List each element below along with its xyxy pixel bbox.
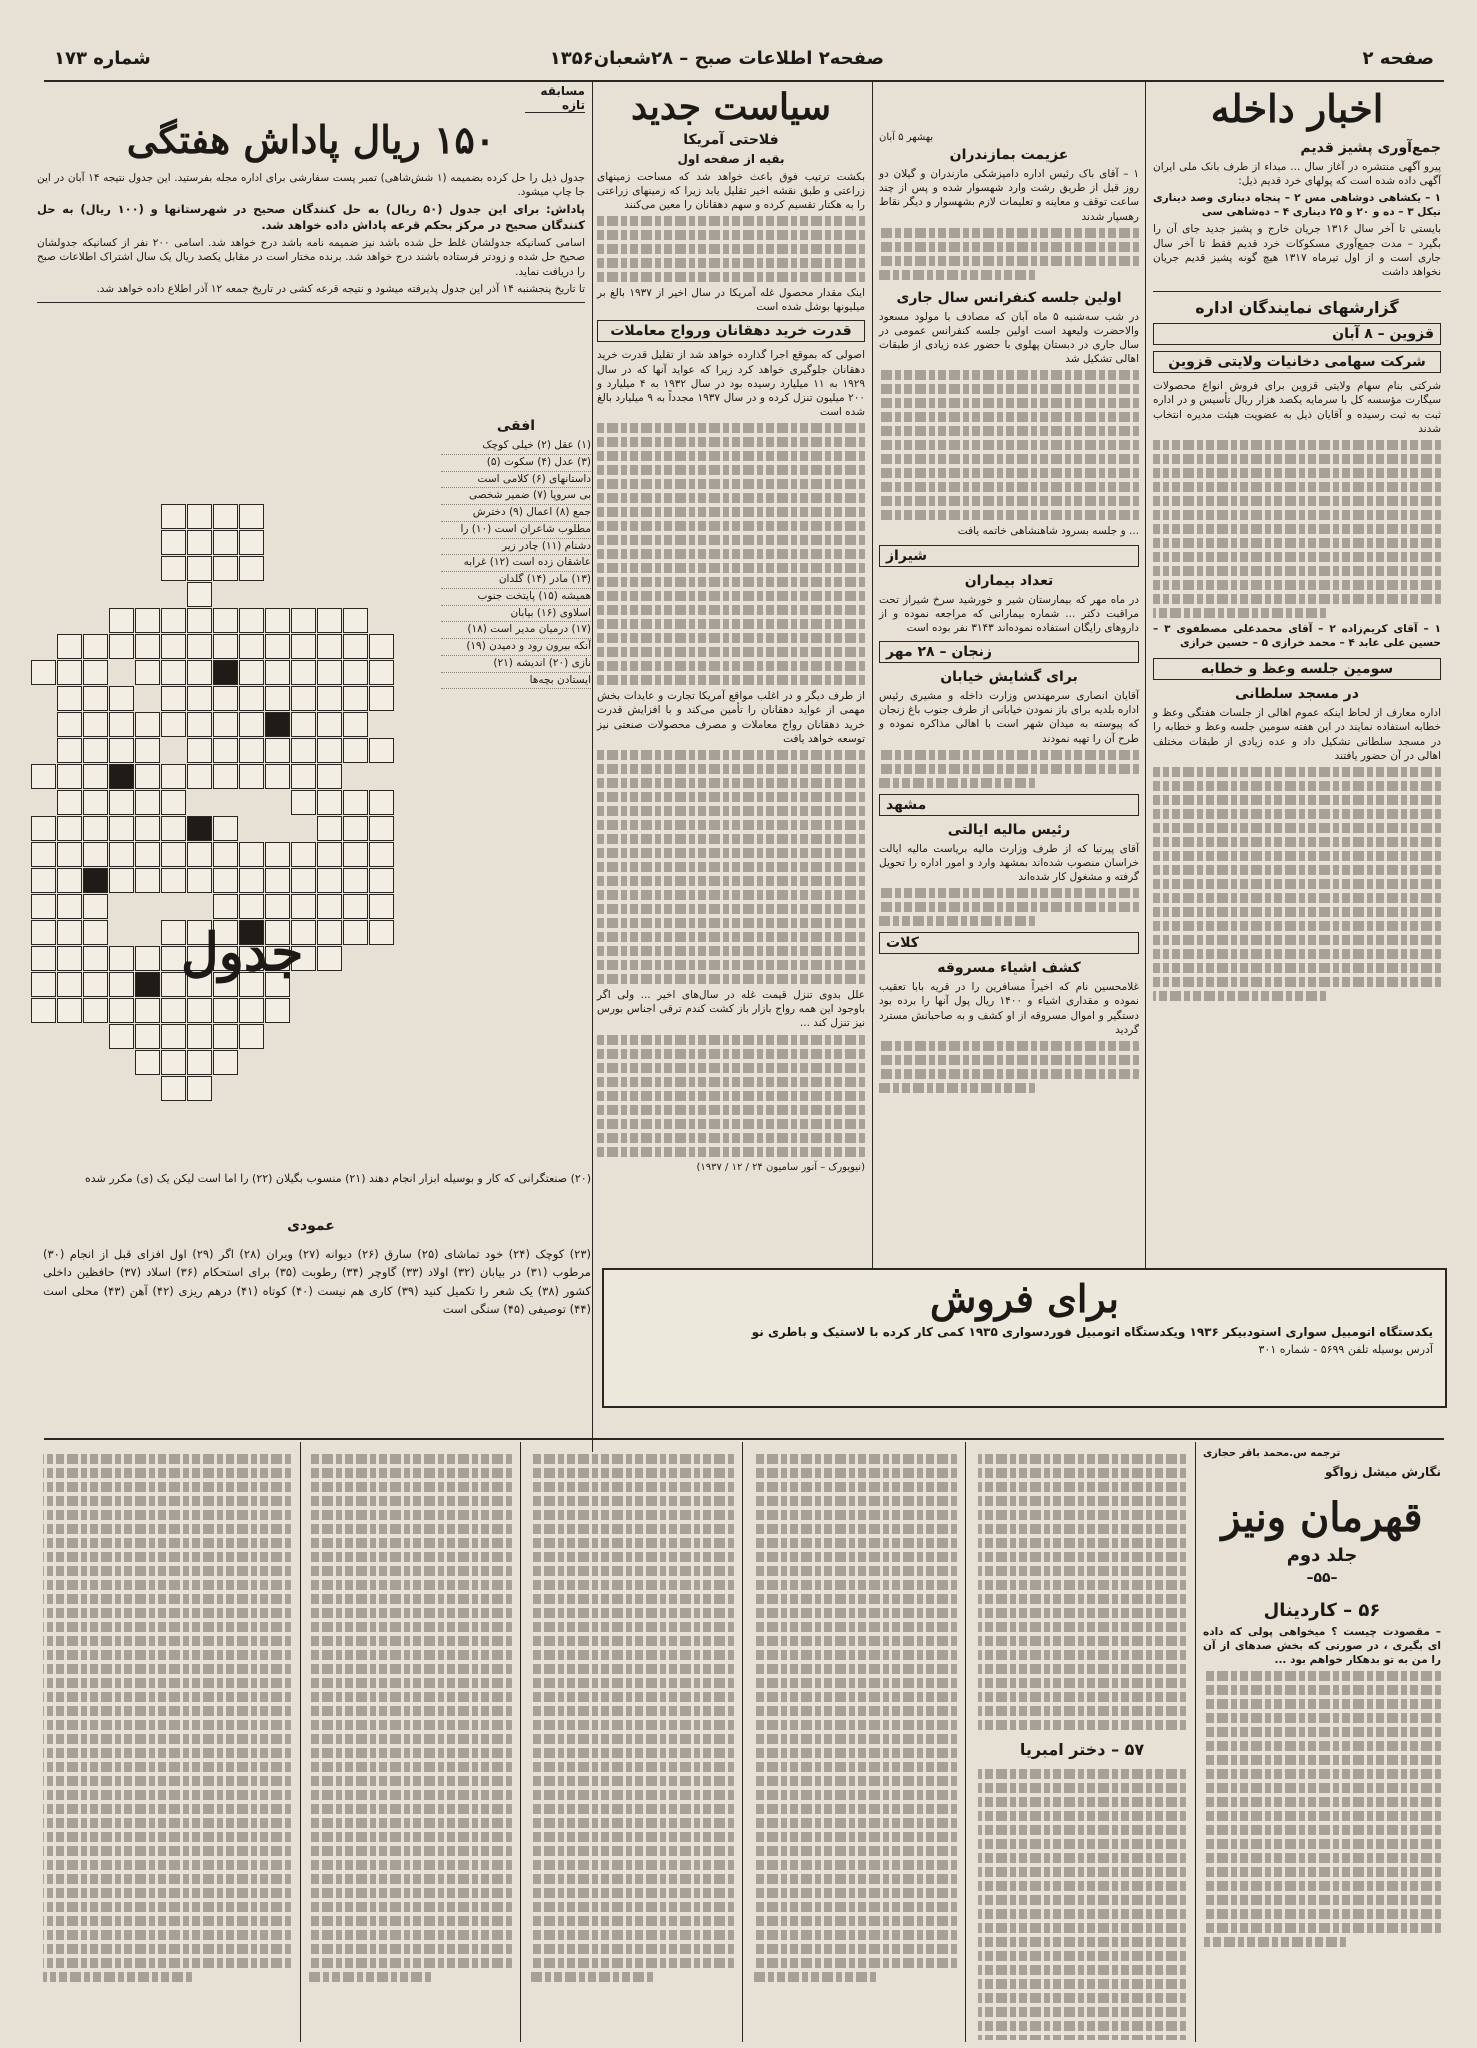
crossword-cell[interactable] — [31, 816, 56, 841]
street-title: برای گشایش خیابان — [940, 669, 1078, 686]
for-sale-ad — [602, 1268, 1447, 1408]
clue: ایستادن بچه‌ها — [441, 673, 591, 690]
crossword-cell[interactable] — [187, 1050, 212, 1075]
crossword-cell[interactable] — [187, 504, 212, 529]
crossword-cell[interactable] — [239, 1024, 264, 1049]
crossword-cell[interactable] — [291, 790, 316, 815]
crossword-cell[interactable] — [369, 868, 394, 893]
serial-translator: ترجمه س.محمد باقر حجازی — [1203, 1448, 1341, 1459]
new-policy-text-2: اینک مقدار محصول غله آمریکا در سال اخیر از ۱۹۳۷ بالغ بر میلیونها بوشل شده است — [597, 287, 865, 314]
crossword-cell[interactable] — [317, 764, 342, 789]
crossword-cell[interactable] — [317, 686, 342, 711]
crossword-cell[interactable] — [343, 868, 368, 893]
clue: عاشقان زده است (۱۲) غرابه — [441, 555, 591, 572]
contest-prize: پاداش: برای این جدول (۵۰ ریال) به حل کنندگان صحیح در شهرستانها و (۱۰۰ ریال) به حل کنندگان صحیح در مرکز بحکم قرعه پاداش داده خواهد شد. — [37, 202, 585, 232]
crossword-cell[interactable] — [31, 998, 56, 1023]
clue: نازی (۲۰) اندیشه (۲۱) — [441, 656, 591, 673]
crossword-cell[interactable] — [83, 946, 108, 971]
crossword-cell[interactable] — [239, 556, 264, 581]
purchasing-title: قدرت خرید دهقانان ورواج معاملات — [597, 320, 865, 342]
crossword-cell[interactable] — [161, 530, 186, 555]
crossword-cell[interactable] — [31, 920, 56, 945]
clue: آنکه بیرون رود و دمیدن (۱۹) — [441, 639, 591, 656]
crossword-cell[interactable] — [161, 660, 186, 685]
crossword-cell[interactable] — [239, 998, 264, 1023]
crossword-cell[interactable] — [291, 634, 316, 659]
contest-rules: اسامی کسانیکه جدولشان غلط حل شده باشد نیز ضمیمه نامه باشد درج خواهد شد. اسامی ۲۰۰ نفر از کسانیکه جدولشان صحیح حل شده و زودتر فرستاده باشند درج خواهد شد. برنده مختار است در مقابل یکصد ریال یک سال اشتراک اطلاعات صبح را دریافت نماید. — [37, 237, 586, 278]
crossword-cell[interactable] — [109, 972, 134, 997]
crossword-cell[interactable] — [317, 790, 342, 815]
crossword-cell[interactable] — [291, 712, 316, 737]
crossword-cell[interactable] — [239, 504, 264, 529]
crossword-cell[interactable] — [369, 686, 394, 711]
cigarette-company-title: شرکت سهامی دخانیات ولایتی قزوین — [1153, 351, 1441, 373]
crossword-cell[interactable] — [213, 894, 238, 919]
crossword-black-cell — [265, 712, 290, 737]
crossword-cell[interactable] — [161, 504, 186, 529]
crossword-cell[interactable] — [291, 842, 316, 867]
crossword-cell[interactable] — [109, 686, 134, 711]
crossword-cell[interactable] — [83, 972, 108, 997]
crossword-cell[interactable] — [161, 712, 186, 737]
crossword-cell[interactable] — [187, 868, 212, 893]
crossword-cell[interactable] — [213, 686, 238, 711]
crossword-cell[interactable] — [161, 1050, 186, 1075]
crossword-cell[interactable] — [239, 842, 264, 867]
crossword-cell[interactable] — [57, 790, 82, 815]
crossword-cell[interactable] — [135, 764, 160, 789]
qazvin-dateline: قزوین – ۸ آبان — [1153, 323, 1441, 345]
contest-headline: ۱۵۰ ریال پاداش هفتگی — [126, 117, 496, 162]
crossword-black-cell — [135, 972, 160, 997]
crossword-cell[interactable] — [265, 608, 290, 633]
crossword-cell[interactable] — [187, 686, 212, 711]
crossword-cell[interactable] — [343, 738, 368, 763]
crossword-cell[interactable] — [135, 816, 160, 841]
crossword-cell[interactable] — [187, 1024, 212, 1049]
purchasing-text: اصولی که بموقع اجرا گذارده خواهد شد از تقلیل قدرت خرید دهقانان جلوگیری خواهد کرد زیرا که عواید آنها که در سال ۱۹۲۹ به ۱۱ میلیارد رسیده بود در سال ۱۹۳۲ به ۴ میلیارد و ۲۰۰ میلیون تنزل کرده و در سال ۱۹۳۷ مجدداً به ۹ میلیارد بالغ شده است — [597, 349, 866, 419]
crossword-cell[interactable] — [31, 894, 56, 919]
new-policy-column — [591, 84, 871, 1414]
crossword-cell[interactable] — [265, 894, 290, 919]
crossword-cell[interactable] — [317, 946, 342, 971]
crossword-cell[interactable] — [187, 1076, 212, 1101]
crossword-cell[interactable] — [239, 660, 264, 685]
domestic-headline: اخبار داخله — [1210, 86, 1384, 131]
crossword-cell[interactable] — [343, 816, 368, 841]
crossword-cell[interactable] — [135, 998, 160, 1023]
crossword-cell[interactable] — [213, 634, 238, 659]
crossword-cell[interactable] — [57, 946, 82, 971]
crossword-cell[interactable] — [135, 1050, 160, 1075]
crossword-cell[interactable] — [239, 868, 264, 893]
crossword-cell[interactable] — [265, 738, 290, 763]
crossword-cell[interactable] — [187, 634, 212, 659]
crossword-cell[interactable] — [83, 634, 108, 659]
crossword-cell[interactable] — [369, 920, 394, 945]
crossword-cell[interactable] — [187, 998, 212, 1023]
crossword-cell[interactable] — [161, 842, 186, 867]
crossword-cell[interactable] — [135, 842, 160, 867]
crossword-cell[interactable] — [109, 712, 134, 737]
crossword-cell[interactable] — [161, 1024, 186, 1049]
serial-column — [525, 1450, 740, 2040]
cigarette-members: ۱ – آقای کریم‌زاده ۲ – آقای محمدعلی مصطفوی ۳ – حسین علی عابد ۴ – محمد خرازی ۵ – حسین خرازی — [1153, 622, 1441, 650]
crossword-cell[interactable] — [187, 712, 212, 737]
clue: (۱) عقل (۲) خیلی کوچک — [441, 438, 591, 455]
crossword-cell[interactable] — [109, 816, 134, 841]
shiraz-dateline: شیراز — [879, 545, 1139, 567]
crossword-cell[interactable] — [291, 608, 316, 633]
crossword-cell[interactable] — [83, 842, 108, 867]
clue: (۱۳) مادر (۱۴) گلدان — [441, 572, 591, 589]
crossword-cell[interactable] — [291, 868, 316, 893]
crossword-title: جدول — [181, 922, 304, 983]
crossword-cell[interactable] — [343, 790, 368, 815]
down-heading: عمودی — [287, 1218, 335, 1234]
crossword-cell[interactable] — [213, 998, 238, 1023]
across-clues — [441, 414, 591, 689]
crossword-cell[interactable] — [135, 790, 160, 815]
crossword-cell[interactable] — [265, 868, 290, 893]
collection-deadline: بایستی تا آخر سال ۱۳۱۶ جریان خارج و پشیز جدید جای آن را بگیرد – مدت جمع‌آوری مسکوکات خرد قدیم فقط تا آخر سال جاری است و از اول تیرماه ۱۳۱۷ هیچ گونه پشیز قدیم جریان نخواهد داشت — [1153, 223, 1441, 278]
crossword-cell[interactable] — [135, 608, 160, 633]
crossword-cell[interactable] — [109, 946, 134, 971]
crossword-cell[interactable] — [239, 634, 264, 659]
conference-text: در شب سه‌شنبه ۵ ماه آبان که مصادف با مولود مسعود والاحضرت ولیعهد است اولین جلسه کنفرانس عمومی در سال جاری در دبستان پهلوی با حضور عده زیادی از طبقات اهالی تشکیل شد — [879, 310, 1140, 366]
new-policy-subtitle: فلاحتی آمریکا — [683, 131, 779, 148]
crossword-cell[interactable] — [187, 738, 212, 763]
crossword-cell[interactable] — [161, 608, 186, 633]
crossword-cell[interactable] — [57, 634, 82, 659]
crossword-cell[interactable] — [83, 894, 108, 919]
crossword-cell[interactable] — [135, 634, 160, 659]
crossword-cell[interactable] — [83, 712, 108, 737]
crossword-cell[interactable] — [317, 608, 342, 633]
sermon-text: اداره معارف از لحاظ اینکه عموم اهالی از جلسات هفتگی وعظ و خطابه استفاده نمایند در این هفته سومین جلسه وعظ و خطابه را در مسجد سلطانی تشکیل داد و عده زیادی از طبقات مختلف اهالی در آن حضور یافتند — [1153, 707, 1441, 762]
serial-column — [748, 1450, 963, 2040]
crossword-cell[interactable] — [343, 920, 368, 945]
for-sale-text: یکدستگاه اتومبیل سواری استودبیکر ۱۹۳۶ ویکدستگاه اتومبیل فوردسواری ۱۹۳۵ کمی کار کرده با لاستیک و باطری نو — [751, 1325, 1433, 1339]
crossword-cell[interactable] — [317, 894, 342, 919]
street-text: آقایان انصاری سرمهندس وزارت داخله و مشیری رئیس اداره بلدیه برای باز نمودن خیابانی از طرف جنوب باغ زنجان که پیوسته به میدان شهر است با اهالی مذاکره نموده و طرح آن را تهیه نمودند — [879, 690, 1139, 745]
mashhad-dateline: مشهد — [879, 794, 1139, 816]
contest-intro: جدول ذیل را حل کرده بضمیمه (۱ شش‌شاهی) تمبر پست سفارشی برای اداره مجله بفرستید. این جدول نتیجه ۱۴ آبان در این جا چاپ میشود. — [37, 171, 585, 198]
crossword-cell[interactable] — [239, 608, 264, 633]
mazandaran-title: عزیمت بمازندران — [949, 147, 1069, 163]
clue: همیشه (۱۵) پایتخت جنوب — [441, 589, 591, 606]
theft-title: کشف اشیاء مسروقه — [937, 960, 1081, 977]
crossword-cell[interactable] — [109, 1024, 134, 1049]
crossword-cell[interactable] — [109, 738, 134, 763]
sermon-subtitle: در مسجد سلطانی — [1235, 686, 1359, 703]
crossword-cell[interactable] — [317, 738, 342, 763]
crossword-cell[interactable] — [317, 712, 342, 737]
crossword-cell[interactable] — [31, 868, 56, 893]
crossword-cell[interactable] — [369, 634, 394, 659]
crossword-cell[interactable] — [213, 712, 238, 737]
paper-date: صفحه۲ اطلاعات صبح – ۲۸شعبان۱۳۵۶ — [549, 48, 884, 69]
across-note: (۲۰) صنعتگرانی که کار و بوسیله ابزار انجام دهند (۲۱) منسوب بگیلان (۲۲) را اما است لیکن یک (ی) مکرر شده — [84, 1172, 591, 1185]
crossword-cell[interactable] — [369, 738, 394, 763]
serial-chapter-56: ۵۶ – کاردینال — [1263, 1599, 1381, 1621]
serial-novel-title-block — [1197, 1444, 1447, 2044]
crossword-cell[interactable] — [83, 790, 108, 815]
crossword-cell[interactable] — [135, 712, 160, 737]
crossword-cell[interactable] — [213, 738, 238, 763]
crossword-cell[interactable] — [161, 868, 186, 893]
crossword-cell[interactable] — [187, 764, 212, 789]
crossword-cell[interactable] — [109, 608, 134, 633]
crossword-cell[interactable] — [239, 764, 264, 789]
crossword-cell[interactable] — [83, 920, 108, 945]
crossword-cell[interactable] — [343, 686, 368, 711]
crossword-cell[interactable] — [57, 660, 82, 685]
crossword-cell[interactable] — [83, 660, 108, 685]
page-label: صفحه ۲ — [1362, 48, 1434, 69]
patients-title: تعداد بیماران — [964, 572, 1054, 589]
crossword-black-cell — [187, 816, 212, 841]
zanjan-dateline: زنجان – ۲۸ مهر — [879, 641, 1139, 663]
crossword-cell[interactable] — [343, 608, 368, 633]
collection-items: ۱ – یکشاهی دوشاهی مس ۲ – پنجاه دیناری وصد دیناری نیکل ۳ – ده و ۲۰ و ۲۵ دیناری ۴ – ده‌شاهی سی — [1153, 192, 1441, 219]
crossword-cell[interactable] — [343, 842, 368, 867]
crossword-cell[interactable] — [343, 634, 368, 659]
purchasing-text-2: از طرف دیگر و در اغلب مواقع آمریکا تجارت و عایدات بخش مهمی از عواید دهقانان را تأمین می‌کند و با افزایش قدرت خرید دهقانان رواج معاملات و مصرف محصولات صنعتی نیز توسعه خواهد یافت — [597, 690, 865, 745]
crossword-cell[interactable] — [291, 894, 316, 919]
new-policy-text: بکشت ترتیب فوق باعث خواهد شد که مساحت زمینهای زراعتی و طبق نقشه اخیر تقلیل یابد زیرا که زمینهای زراعتی را به هکتار تقسیم کرده و سهم دهقانان را معین می‌کنند — [597, 170, 865, 211]
crossword-cell[interactable] — [83, 764, 108, 789]
crossword-cell[interactable] — [109, 790, 134, 815]
crossword-cell[interactable] — [135, 1024, 160, 1049]
crossword-cell[interactable] — [369, 816, 394, 841]
theft-text: غلامحسین نام که اخیراً مسافرین را در قریه بابا تعقیب نموده و مقداری اشیاء و ۱۴۰۰ ریال پول آنها را برده بود دستگیر و اموال مسروقه از او کشف و به صاحبانش مسترد گردید — [879, 981, 1139, 1036]
crossword-cell[interactable] — [83, 738, 108, 763]
clue: دشنام (۱۱) چادر زیر — [441, 539, 591, 556]
collection-title: جمع‌آوری پشیز قدیم — [1300, 139, 1441, 156]
serial-volume: جلد دوم — [1286, 1544, 1358, 1566]
crossword-cell[interactable] — [239, 738, 264, 763]
crossword-cell[interactable] — [239, 686, 264, 711]
crossword-cell[interactable] — [369, 842, 394, 867]
finance-title: رئیس مالیه ایالتی — [947, 821, 1071, 838]
crossword-cell[interactable] — [109, 998, 134, 1023]
serial-author: نگارش میشل زواگو — [1324, 1464, 1441, 1479]
clue: مطلوب شاعران است (۱۰) را — [441, 522, 591, 539]
crossword-cell[interactable] — [343, 894, 368, 919]
crossword-cell[interactable] — [317, 634, 342, 659]
new-policy-headline: سیاست جدید — [630, 86, 832, 128]
crossword-cell[interactable] — [187, 660, 212, 685]
crossword-cell[interactable] — [369, 790, 394, 815]
serial-column — [972, 1450, 1192, 2040]
crossword-cell[interactable] — [213, 816, 238, 841]
crossword-cell[interactable] — [317, 660, 342, 685]
crossword-cell[interactable] — [161, 816, 186, 841]
crossword-cell[interactable] — [109, 634, 134, 659]
crossword-cell[interactable] — [57, 764, 82, 789]
crossword-cell[interactable] — [213, 504, 238, 529]
crossword-cell[interactable] — [57, 998, 82, 1023]
crossword-cell[interactable] — [369, 660, 394, 685]
clue: (۳) عدل (۴) سکوت (۵) — [441, 455, 591, 472]
crossword-cell[interactable] — [83, 686, 108, 711]
crossword-cell[interactable] — [265, 842, 290, 867]
patients-text: در ماه مهر که بیمارستان شیر و خورشید سرخ شیراز تحت مراقبت دکتر ... شماره بیمارانی که مراجعه نموده و از داروهای رایگان استفاده نموده‌اند ۳۱۴۳ نفر بوده است — [879, 593, 1139, 634]
crossword-black-cell — [109, 764, 134, 789]
crossword-cell[interactable] — [213, 556, 238, 581]
collection-text: پیرو آگهی منتشره در آغاز سال ... مبداء از طرف بانک ملی ایران آگهی داده شده است که پولهای خرد قدیم ذیل: — [1153, 160, 1441, 187]
serial-chapter-57: ۵۷ – دختر امبریا — [1019, 1740, 1145, 1759]
crossword-cell[interactable] — [187, 608, 212, 633]
crossword-cell[interactable] — [57, 920, 82, 945]
clue: جمع (۸) اعمال (۹) دخترش — [441, 505, 591, 522]
crossword-cell[interactable] — [57, 894, 82, 919]
crossword-cell[interactable] — [291, 686, 316, 711]
crossword-cell[interactable] — [109, 868, 134, 893]
crossword-cell[interactable] — [239, 894, 264, 919]
crossword-cell[interactable] — [265, 686, 290, 711]
crossword-cell[interactable] — [213, 1024, 238, 1049]
crossword-cell[interactable] — [135, 946, 160, 971]
crossword-cell[interactable] — [57, 738, 82, 763]
crossword-cell[interactable] — [57, 686, 82, 711]
contest-label: مسابقه تازه — [525, 84, 585, 113]
crossword-cell[interactable] — [161, 686, 186, 711]
crossword-cell[interactable] — [31, 946, 56, 971]
clue: بی سروپا (۷) ضمیر شخصی — [441, 488, 591, 505]
crossword-cell[interactable] — [317, 868, 342, 893]
domestic-news-column — [1147, 84, 1447, 1384]
serial-column — [37, 1450, 297, 2040]
crossword-cell[interactable] — [135, 868, 160, 893]
conference-close: ... و جلسه بسرود شاهنشاهی خاتمه یافت — [957, 525, 1139, 538]
crossword-cell[interactable] — [57, 868, 82, 893]
crossword-cell[interactable] — [57, 712, 82, 737]
crossword-cell[interactable] — [291, 738, 316, 763]
sermon-title: سومین جلسه وعظ و خطابه — [1153, 658, 1441, 680]
crossword-cell[interactable] — [239, 530, 264, 555]
crossword-cell[interactable] — [213, 1050, 238, 1075]
crossword-cell[interactable] — [31, 842, 56, 867]
crossword-cell[interactable] — [57, 842, 82, 867]
crossword-grid[interactable] — [31, 504, 431, 1204]
masthead — [44, 40, 1444, 80]
crossword-cell[interactable] — [317, 816, 342, 841]
crossword-cell[interactable] — [213, 764, 238, 789]
crossword-cell[interactable] — [161, 998, 186, 1023]
crossword-cell[interactable] — [161, 790, 186, 815]
crossword-black-cell — [213, 660, 238, 685]
crossword-cell[interactable] — [135, 660, 160, 685]
crossword-cell[interactable] — [213, 608, 238, 633]
for-sale-title: برای فروش — [930, 1276, 1119, 1321]
crossword-cell[interactable] — [369, 894, 394, 919]
down-clues: (۲۳) کوچک (۲۴) خود تماشای (۲۵) سارق (۲۶) دیوانه (۲۷) ویران (۲۸) اگر (۲۹) اول افزای قبل از انجام (۳۰) مرطوب (۳۱) در بیابان (۳۲) اولاد (۳۳) گاوچر (۳۴) رطوبت (۳۵) برای استحکام (۳۶) اسلاد (۳۷) حافظین داخلی کشور (۳۸) یک شعر را تکمیل کنید (۳۹) کاری هم نیست (۴۰) کوتاه (۴۱) درهم ریزی (۴۲) آهن (۴۳) محلی است (۴۴) توصیفی (۴۵) سنگی است — [43, 1247, 591, 1317]
crossword-cell[interactable] — [343, 712, 368, 737]
crossword-cell[interactable] — [291, 764, 316, 789]
reports-title: گزارشهای نمایندگان اداره — [1153, 291, 1441, 317]
crossword-cell[interactable] — [213, 530, 238, 555]
purchasing-footer: (نیویورک – آنور سامیون ۲۴ / ۱۲ / ۱۹۳۷) — [696, 1161, 865, 1173]
crossword-cell[interactable] — [187, 556, 212, 581]
crossword-cell[interactable] — [187, 582, 212, 607]
crossword-cell[interactable] — [213, 868, 238, 893]
crossword-cell[interactable] — [83, 998, 108, 1023]
crossword-cell[interactable] — [343, 660, 368, 685]
crossword-cell[interactable] — [161, 1076, 186, 1101]
kalat-dateline: کلات — [879, 932, 1139, 954]
finance-text: آقای پیرنیا که از طرف وزارت مالیه بریاست مالیه ایالت خراسان منصوب شده‌اند بمشهد وارد و امور اداره را تحویل گرفته و مشغول کار شده‌اند — [879, 842, 1139, 884]
domestic-news-column-2 — [873, 130, 1145, 1260]
crossword-cell[interactable] — [57, 816, 82, 841]
crossword-cell[interactable] — [161, 764, 186, 789]
crossword-cell[interactable] — [265, 660, 290, 685]
crossword-cell[interactable] — [265, 998, 290, 1023]
continued-note: بقیه از صفحه اول — [677, 151, 785, 166]
across-heading: افقی — [496, 418, 536, 434]
crossword-cell[interactable] — [317, 842, 342, 867]
crossword-cell[interactable] — [161, 634, 186, 659]
crossword-cell[interactable] — [317, 920, 342, 945]
crossword-cell[interactable] — [187, 842, 212, 867]
issue-number: شماره ۱۷۳ — [54, 48, 151, 69]
crossword-cell[interactable] — [31, 764, 56, 789]
crossword-cell[interactable] — [187, 530, 212, 555]
cigarette-text: شرکتی بنام سهام ولایتی قزوین برای فروش انواع محصولات سیگارت مؤسسه کل با سرمایه یکصد هزار ریال تأسیس و در اداره ثبت به ثبت رسیده و آقایان ذیل به عضویت هیئت مدیره انتخاب شدند — [1153, 380, 1441, 435]
for-sale-address: آدرس بوسیله تلفن ۵۶۹۹ - شماره ۳۰۱ — [1258, 1343, 1433, 1357]
serial-opening: – مقصودت چیست ؟ میخواهی پولی که داده ای بگیری ، در صورتی که بخش صدهای از آن را من به تو بدهکار خواهم بود ... — [1203, 1625, 1441, 1667]
crossword-cell[interactable] — [109, 842, 134, 867]
clue: اسلاوی (۱۶) بیابان — [441, 606, 591, 623]
clue: (۱۷) درمیان مدیر است (۱۸) — [441, 622, 591, 639]
clue: داستانهای (۶) کلامی است — [441, 472, 591, 489]
serial-column — [303, 1450, 518, 2040]
crossword-cell[interactable] — [265, 634, 290, 659]
behshahr-dateline: بهشهر ۵ آبان — [879, 132, 934, 143]
crossword-cell[interactable] — [161, 556, 186, 581]
crossword-cell[interactable] — [291, 660, 316, 685]
serial-title: قهرمان ونیز — [1221, 1493, 1423, 1541]
crossword-cell[interactable] — [31, 660, 56, 685]
crossword-black-cell — [83, 868, 108, 893]
crossword-cell[interactable] — [239, 712, 264, 737]
conference-title: اولین جلسه کنفرانس سال جاری — [896, 289, 1122, 306]
crossword-cell[interactable] — [213, 842, 238, 867]
crossword-cell[interactable] — [135, 738, 160, 763]
contest-column — [31, 84, 591, 1434]
mazandaran-text: ۱ – آقای باک رئیس اداره دامپزشکی مازندران و گیلان دو روز قبل از طریق رشت وارد شهسوار شده و پس از چند ساعت توقف و معاینه و تعلیمات لازم بشهسوار و دیگر نقاط رهسپار شدند — [879, 168, 1139, 223]
crossword-cell[interactable] — [265, 764, 290, 789]
crossword-cell[interactable] — [57, 972, 82, 997]
contest-deadline: تا تاریخ پنجشنبه ۱۴ آذر این جدول پذیرفته میشود و نتیجه قرعه کشی در تاریخ جمعه ۱۲ آذر اطلاع داده خواهد شد. — [96, 282, 585, 295]
purchasing-text-3: علل بدوی تنزل قیمت غله در سال‌های اخیر ... ولی اگر باوجود این همه رواج بازار باز کشت کندم ترقی اجناس بورس نیز تنزل کند ... — [597, 989, 865, 1030]
crossword-cell[interactable] — [83, 816, 108, 841]
serial-episode: –۵۵– — [1306, 1569, 1338, 1586]
crossword-cell[interactable] — [31, 972, 56, 997]
